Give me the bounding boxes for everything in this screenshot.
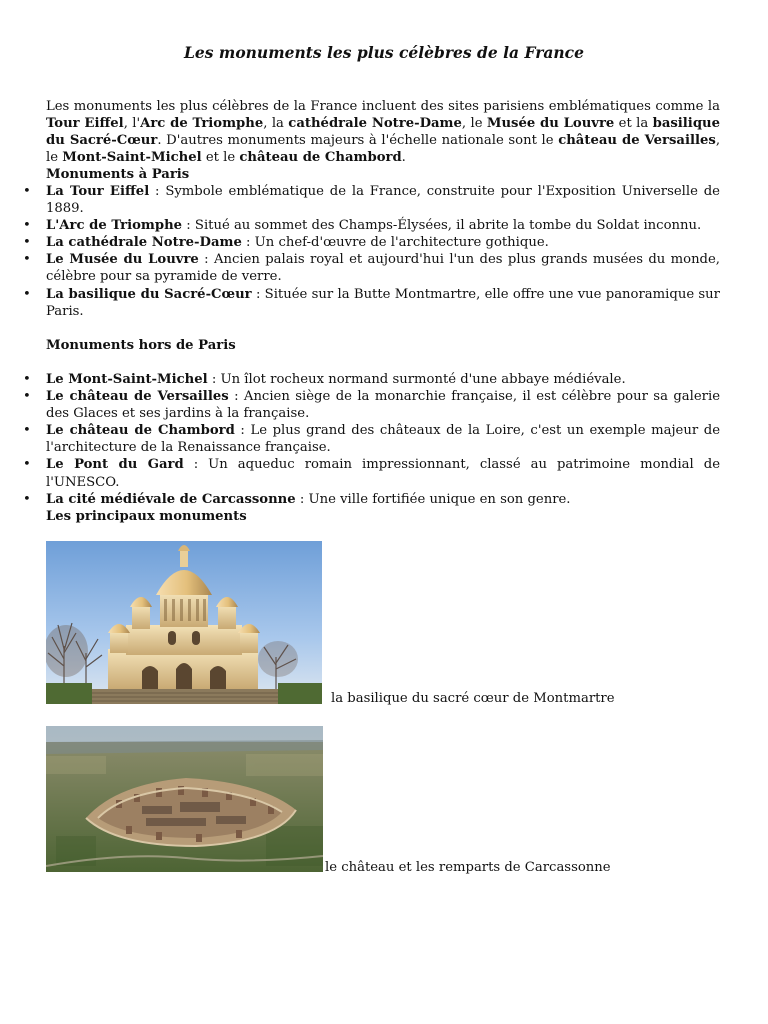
photo-caption-sacre-coeur: la basilique du sacré cœur de Montmartre xyxy=(331,691,615,706)
intro-bold-chambord: château de Chambord xyxy=(239,150,402,166)
intro-paragraph xyxy=(46,98,720,166)
sacre-coeur-illustration xyxy=(46,541,322,704)
intro-bold-tour-eiffel: Tour Eiffel xyxy=(46,116,124,132)
item-name: Le Mont-Saint-Michel xyxy=(46,372,208,387)
item-description: : Un îlot rocheux normand surmonté d'une abbaye médiévale. xyxy=(207,372,626,387)
item-description: : Symbole emblématique de la France, construite pour l'Exposition Universelle de 1889. xyxy=(46,184,720,217)
intro-bold-notre-dame: cathédrale Notre-Dame xyxy=(288,116,462,132)
intro-bold-louvre: Musée du Louvre xyxy=(486,116,615,132)
intro-bold-arc-de-triomphe: Arc de Triomphe xyxy=(140,116,264,132)
item-description: : Situé au sommet des Champs-Élysées, il abrite la tombe du Soldat inconnu. xyxy=(182,218,702,234)
list-item xyxy=(46,422,720,456)
item-name: La cathédrale Notre-Dame xyxy=(46,235,242,251)
document-title: Les monuments les plus célèbres de la France xyxy=(184,43,584,62)
intro-text: et le xyxy=(201,150,240,166)
intro-text: et la xyxy=(614,116,653,132)
list-item xyxy=(46,286,720,320)
intro-text: , le xyxy=(46,133,721,166)
intro-bold-mont-saint-michel: Mont-Saint-Michel xyxy=(62,150,202,166)
item-name: La basilique du Sacré-Cœur xyxy=(46,286,252,302)
list-item xyxy=(46,491,720,508)
item-name: Le Musée du Louvre xyxy=(46,252,199,268)
list-item xyxy=(46,456,720,490)
item-description: : Une ville fortifiée unique en son genre. xyxy=(295,491,571,507)
carcassonne-photo xyxy=(46,726,323,872)
item-description: : Ancien palais royal et aujourd'hui l'un des plus grands musées du monde, célèbre pour sa pyramide de verre. xyxy=(46,252,721,285)
item-name: La cité médiévale de Carcassonne xyxy=(46,491,296,507)
list-item xyxy=(46,183,720,217)
list-item xyxy=(46,251,720,285)
item-name: La Tour Eiffel xyxy=(46,184,150,199)
intro-text: . D'autres monuments majeurs à l'échelle nationale sont le xyxy=(157,133,559,149)
heading-monuments-paris: Monuments à Paris xyxy=(46,167,190,182)
intro-bold-sacre-coeur: basilique du Sacré-Cœur xyxy=(46,116,721,149)
list-item xyxy=(46,217,720,234)
intro-text: , le xyxy=(461,116,487,132)
intro-bold-versailles: château de Versailles xyxy=(558,133,716,149)
item-description: : Ancien siège de la monarchie française, il est célèbre pour sa galerie des Glaces et ses jardins à la française. xyxy=(46,389,720,422)
intro-text: . xyxy=(401,150,406,166)
list-item xyxy=(46,371,720,388)
list-item xyxy=(46,234,720,251)
list-item xyxy=(46,388,720,422)
photo-caption-carcassonne: le château et les remparts de Carcassonne xyxy=(325,860,611,875)
item-description: : Le plus grand des châteaux de la Loire, c'est un exemple majeur de l'architecture de la Renaissance française. xyxy=(46,423,720,456)
item-description: : Un aqueduc romain impressionnant, classé au patrimoine mondial de l'UNESCO. xyxy=(46,457,720,490)
item-name: Le Pont du Gard xyxy=(46,457,184,473)
intro-text: , l' xyxy=(123,116,141,132)
carcassonne-illustration xyxy=(46,726,323,872)
item-name: L'Arc de Triomphe xyxy=(46,218,183,234)
item-description: : Située sur la Butte Montmartre, elle offre une vue panoramique sur Paris. xyxy=(46,286,720,319)
sacre-coeur-photo xyxy=(46,541,322,704)
intro-text: , la xyxy=(263,116,289,132)
item-description: : Un chef-d'œuvre de l'architecture gothique. xyxy=(241,235,549,251)
list-monuments-paris xyxy=(46,183,720,320)
heading-monuments-hors-paris: Monuments hors de Paris xyxy=(46,338,236,353)
item-name: Le château de Chambord xyxy=(46,423,235,439)
item-name: Le château de Versailles xyxy=(46,389,229,405)
heading-principaux-monuments: Les principaux monuments xyxy=(46,509,247,524)
list-monuments-hors-paris xyxy=(46,371,720,508)
intro-text: Les monuments les plus célèbres de la France incluent des sites parisiens emblématiques comme la xyxy=(46,99,720,114)
